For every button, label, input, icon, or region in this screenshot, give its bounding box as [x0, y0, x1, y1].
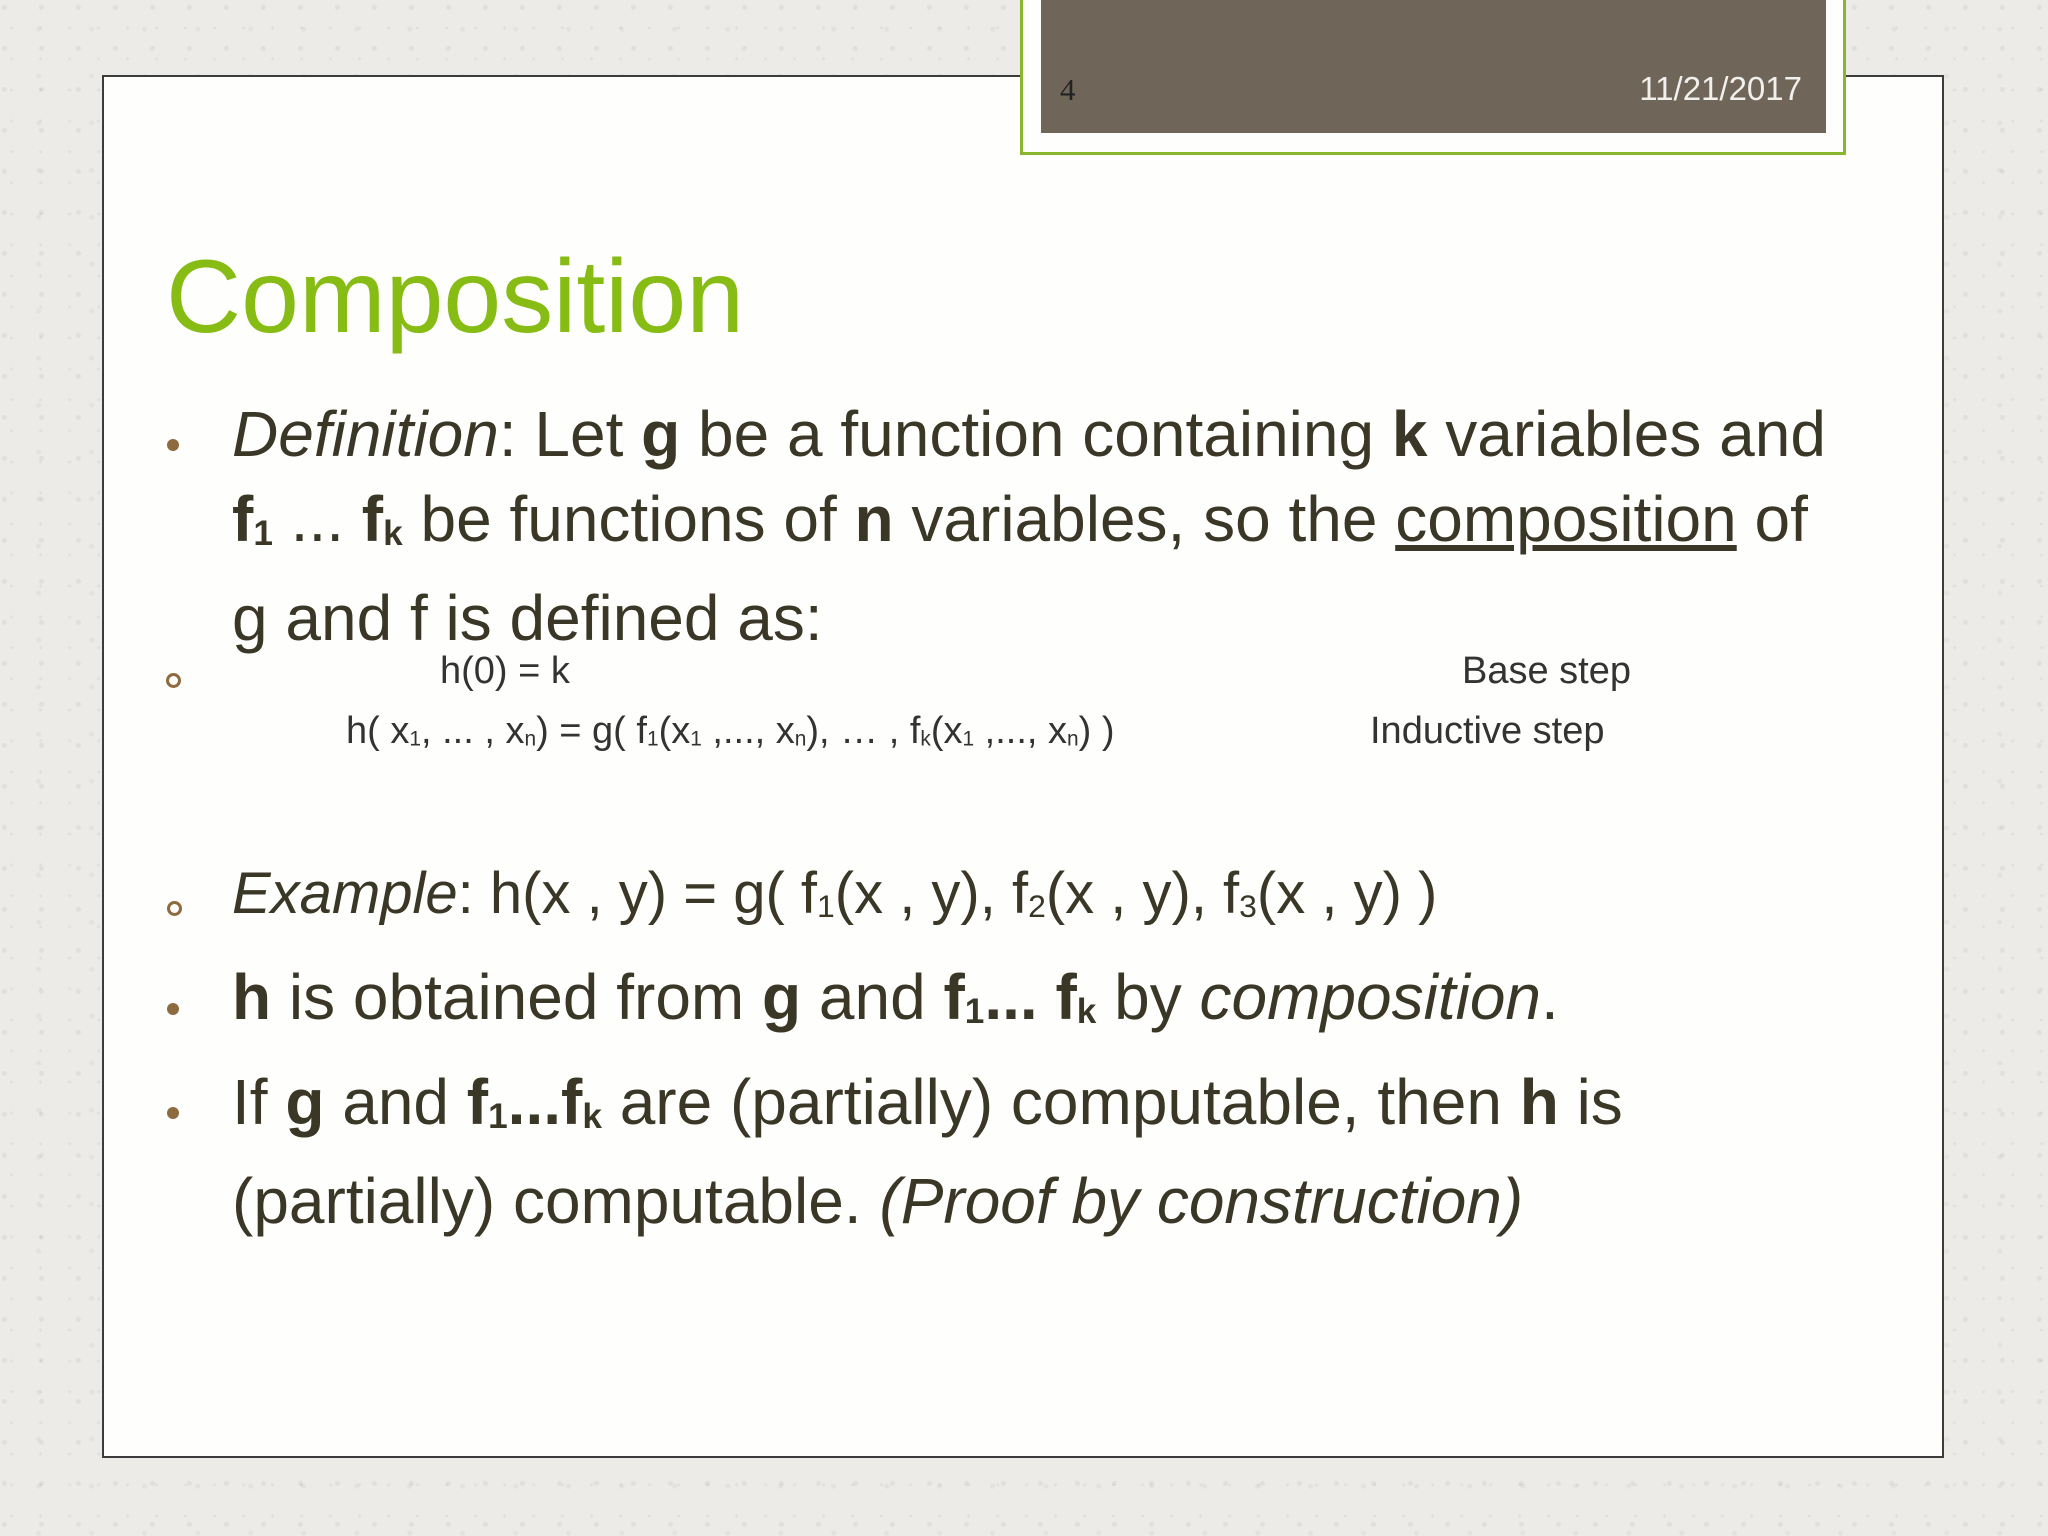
text: be functions of: [402, 483, 855, 555]
text-bold: g: [762, 961, 802, 1033]
computable-line-2: [232, 1159, 1623, 1244]
subscript: 1: [817, 887, 835, 924]
computable-line-1: [232, 1060, 1623, 1159]
subscript: 1: [253, 514, 273, 554]
slide-number: 4: [1060, 72, 1076, 107]
definition-line-3: g and f is defined as:: [232, 582, 823, 655]
text: (x: [930, 710, 963, 752]
example-label: Example: [232, 861, 458, 926]
text: (partially) computable.: [232, 1165, 880, 1238]
slide-title: Composition: [166, 239, 745, 355]
subscript: n: [524, 727, 537, 751]
definition-line-1: [232, 392, 1826, 477]
subscript: k: [383, 514, 403, 554]
formula-base-label: Base step: [1462, 650, 1631, 692]
text-bold: g: [641, 398, 681, 470]
text-bold: ...: [984, 961, 1056, 1033]
formula-inductive-label: Inductive step: [1370, 710, 1605, 752]
text-bold: f: [943, 961, 965, 1033]
subscript: n: [794, 727, 807, 751]
text: is: [1558, 1066, 1623, 1138]
bullet-dot-computable: [167, 1107, 179, 1119]
text: ) ): [1078, 710, 1115, 752]
text-bold: f: [232, 483, 254, 555]
text: is obtained from: [271, 961, 762, 1033]
text: ,..., x: [974, 710, 1068, 752]
text: be a function containing: [680, 398, 1392, 470]
text: ...: [272, 483, 362, 555]
definition-line-2: [232, 477, 1826, 576]
header-banner: [1041, 0, 1826, 133]
subscript: 1: [962, 727, 975, 751]
bullet-dot-definition: [167, 439, 179, 451]
text-underlined: composition: [1395, 483, 1737, 555]
subscript: 1: [646, 727, 659, 751]
bullet-dot-obtained: [167, 1003, 179, 1015]
subscript: 3: [1239, 887, 1257, 924]
text: (x , y) ): [1256, 861, 1438, 926]
text: are (partially) computable, then: [601, 1066, 1520, 1138]
text: of: [1736, 483, 1808, 555]
text-italic: (Proof by construction): [879, 1165, 1524, 1238]
slide-date: 11/21/2017: [1639, 70, 1802, 107]
text-bold: h: [232, 961, 272, 1033]
bullet-ring-formula: [166, 673, 181, 688]
text: : Let: [498, 398, 642, 470]
subscript: n: [1067, 727, 1079, 751]
text-bold: n: [854, 483, 894, 555]
text: h( x: [346, 710, 410, 752]
text: (x , y), f: [1045, 861, 1240, 926]
text: by: [1096, 961, 1200, 1033]
text: , ... , x: [420, 710, 525, 752]
subscript: k: [1076, 992, 1097, 1032]
computable-bullet: [232, 1060, 1623, 1244]
formula-base: h(0) = k: [440, 650, 570, 692]
text: and: [324, 1066, 467, 1138]
text: ,..., x: [701, 710, 795, 752]
text-bold: ...f: [507, 1066, 583, 1138]
text-bold: h: [1519, 1066, 1559, 1138]
subscript: 1: [488, 1097, 508, 1137]
text: (x: [658, 710, 691, 752]
subscript: 1: [409, 727, 421, 751]
text-bold: k: [1391, 398, 1428, 470]
text: .: [1541, 961, 1559, 1033]
definition-bullet: [232, 392, 1826, 661]
subscript: 2: [1028, 887, 1046, 924]
text: ), … , f: [806, 710, 921, 752]
text-bold: g: [285, 1066, 325, 1138]
subscript: k: [582, 1097, 602, 1137]
bullet-ring-example: [167, 901, 182, 916]
text: variables and: [1427, 398, 1826, 470]
obtained-bullet: [232, 955, 1559, 1054]
text: (x , y), f: [834, 861, 1029, 926]
example-line: [232, 860, 1437, 927]
text: ) = g( f: [536, 710, 647, 752]
text-bold: f: [1055, 961, 1077, 1033]
text-bold: f: [466, 1066, 489, 1138]
text: variables, so the: [893, 483, 1396, 555]
subscript: 1: [690, 727, 702, 751]
definition-label: Definition: [232, 398, 499, 470]
text: If: [232, 1066, 286, 1138]
text: and: [801, 961, 944, 1033]
text-bold: f: [361, 483, 384, 555]
formula-inductive: [346, 710, 1115, 753]
text: : h(x , y) = g( f: [457, 861, 818, 926]
subscript: 1: [964, 992, 985, 1032]
text-italic: composition: [1199, 961, 1541, 1033]
subscript: k: [920, 727, 931, 751]
